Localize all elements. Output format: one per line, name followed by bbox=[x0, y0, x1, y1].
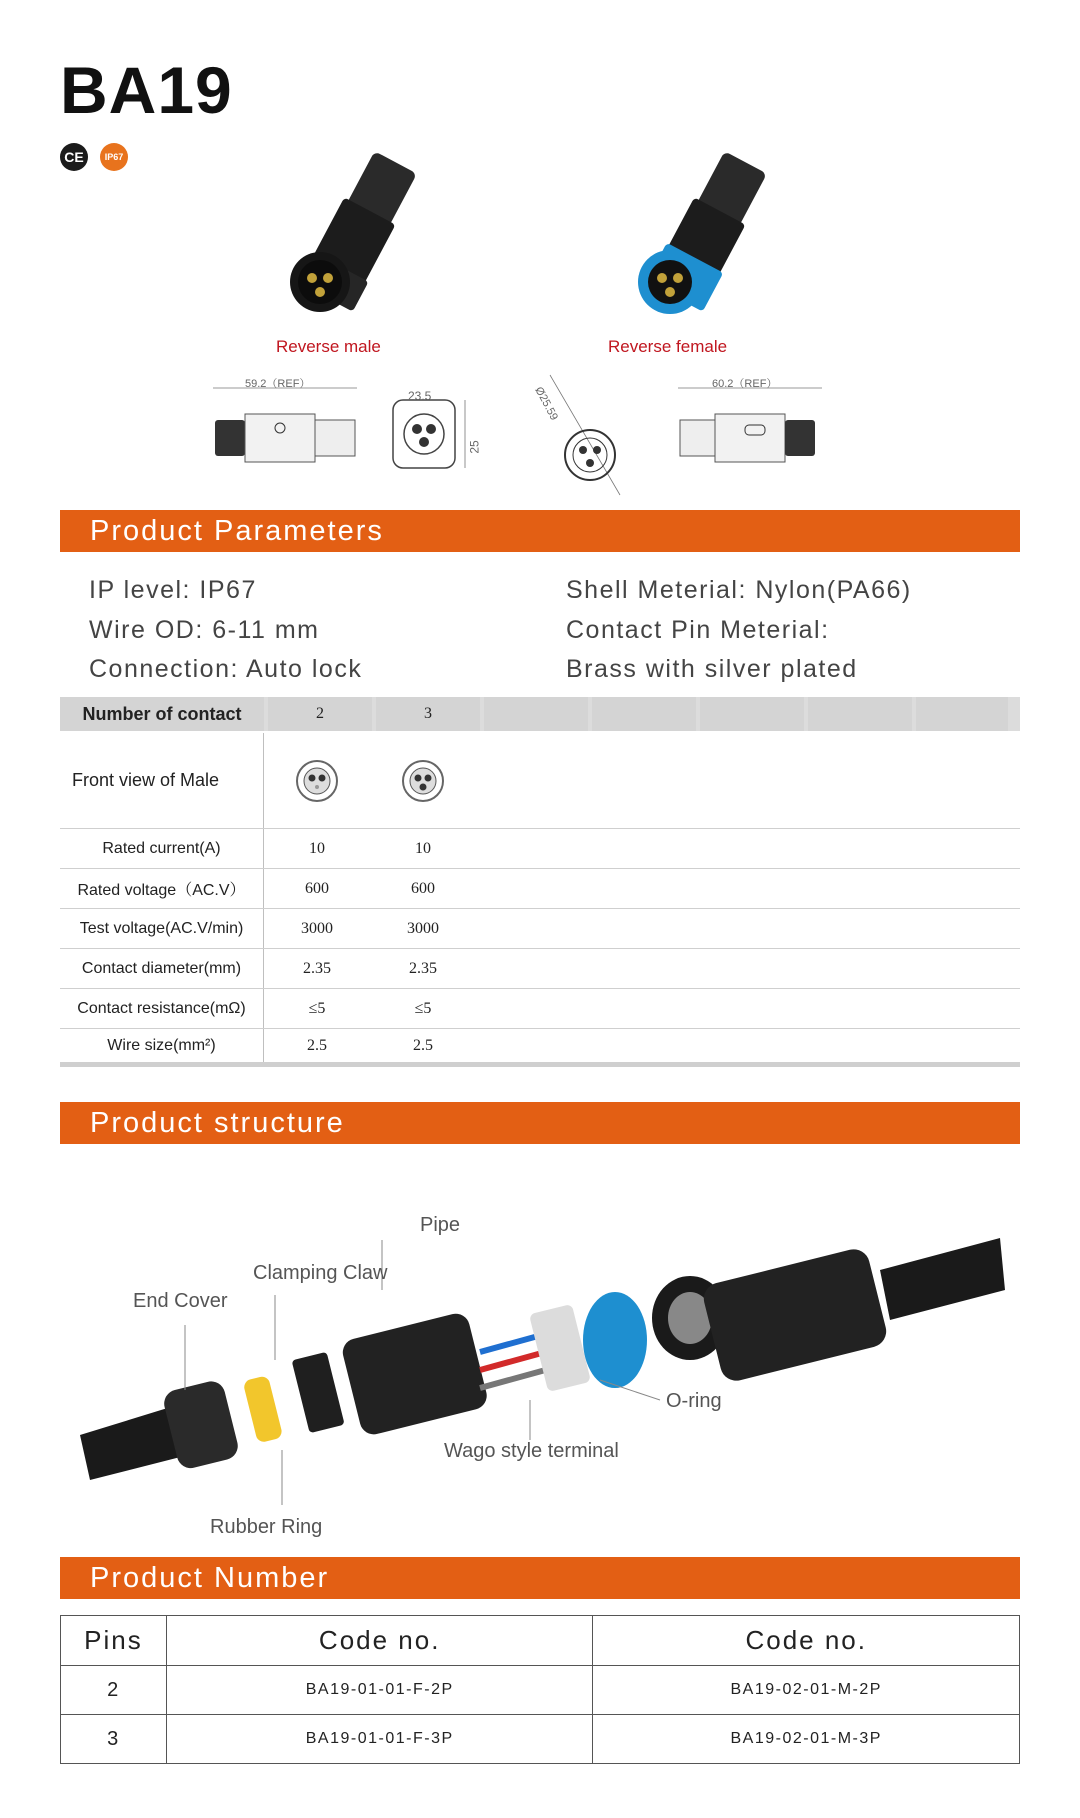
pn-pins: 2 bbox=[61, 1666, 167, 1715]
pn-code-m: BA19-02-01-M-2P bbox=[593, 1666, 1020, 1715]
table-row bbox=[61, 1715, 1020, 1764]
param-contact-material: Contact Pin Meterial: bbox=[566, 616, 830, 644]
product-number-heading: Product Number bbox=[60, 1557, 1020, 1599]
female-length-dim: 60.2（REF） bbox=[712, 378, 778, 390]
callout-rubber-ring: Rubber Ring bbox=[210, 1516, 323, 1538]
callout-pipe: Pipe bbox=[420, 1214, 461, 1236]
spec-col-empty bbox=[592, 697, 696, 731]
table-row bbox=[61, 1666, 1020, 1715]
spec-col-empty bbox=[700, 697, 804, 731]
front-view-label: Front view of Male bbox=[60, 733, 264, 828]
male-connector-image bbox=[270, 150, 430, 330]
female-image-caption: Reverse female bbox=[608, 337, 728, 356]
structure-heading: Product structure bbox=[60, 1102, 1020, 1144]
pn-header-code-m: Code no. bbox=[593, 1616, 1020, 1666]
front-view-2pin-icon bbox=[264, 733, 370, 828]
spec-label: Test voltage(AC.V/min) bbox=[60, 909, 264, 948]
pn-header-code-f: Code no. bbox=[166, 1616, 593, 1666]
spec-value: ≤5 bbox=[414, 999, 432, 1017]
spec-value: 2.5 bbox=[413, 1036, 433, 1054]
round-face-drawing bbox=[545, 370, 635, 500]
pn-pins: 3 bbox=[61, 1715, 167, 1764]
spec-col-empty bbox=[808, 697, 912, 731]
spec-row-front-view bbox=[60, 733, 1020, 829]
spec-value: 600 bbox=[411, 879, 435, 897]
spec-label: Contact resistance(mΩ) bbox=[60, 989, 264, 1028]
spec-col-empty bbox=[916, 697, 1008, 731]
param-contact-plating: Brass with silver plated bbox=[566, 655, 858, 683]
spec-value: 3000 bbox=[301, 919, 333, 937]
spec-row-test-voltage bbox=[60, 909, 1020, 949]
spec-label: Contact diameter(mm) bbox=[60, 949, 264, 988]
female-connector-image bbox=[620, 150, 780, 330]
pn-code-f: BA19-01-01-F-2P bbox=[166, 1666, 593, 1715]
spec-row-rated-current bbox=[60, 829, 1020, 869]
spec-value: ≤5 bbox=[308, 999, 326, 1017]
spec-row-wire-size bbox=[60, 1029, 1020, 1067]
spec-col-empty bbox=[484, 697, 588, 731]
param-shell-material: Shell Meterial: Nylon(PA66) bbox=[566, 576, 912, 604]
spec-value: 2.35 bbox=[409, 959, 437, 977]
face-height-dim: 25 bbox=[467, 440, 482, 454]
exploded-structure-image bbox=[60, 1180, 1020, 1540]
param-ip-level: IP level: IP67 bbox=[89, 576, 257, 604]
spec-label: Wire size(mm²) bbox=[60, 1029, 264, 1062]
spec-table bbox=[60, 697, 1020, 1067]
page-title: BA19 bbox=[60, 53, 233, 127]
male-image-caption: Reverse male bbox=[276, 337, 381, 356]
callout-end-cover: End Cover bbox=[133, 1290, 228, 1312]
diameter-dim: Ø25.59 bbox=[532, 385, 560, 423]
spec-label: Rated current(A) bbox=[60, 829, 264, 868]
spec-header-row bbox=[60, 697, 1020, 733]
face-width-dim: 23.5 bbox=[408, 389, 432, 403]
callout-wago-terminal: Wago style terminal bbox=[444, 1440, 619, 1462]
spec-col-3: 3 bbox=[376, 697, 480, 731]
callout-clamping-claw: Clamping Claw bbox=[253, 1262, 388, 1284]
ip67-badge-icon: IP67 bbox=[100, 143, 128, 171]
param-wire-od: Wire OD: 6-11 mm bbox=[89, 616, 320, 644]
spec-col-2: 2 bbox=[268, 697, 372, 731]
ce-mark-icon: CE bbox=[60, 143, 88, 171]
callout-o-ring: O-ring bbox=[666, 1390, 722, 1412]
spec-value: 2.35 bbox=[303, 959, 331, 977]
front-view-3pin-icon bbox=[370, 733, 476, 828]
product-number-table bbox=[60, 1615, 1020, 1764]
spec-value: 600 bbox=[305, 879, 329, 897]
param-connection: Connection: Auto lock bbox=[89, 655, 363, 683]
male-length-dim: 59.2（REF） bbox=[245, 378, 311, 390]
pn-code-f: BA19-01-01-F-3P bbox=[166, 1715, 593, 1764]
pn-code-m: BA19-02-01-M-3P bbox=[593, 1715, 1020, 1764]
spec-row-contact-resistance bbox=[60, 989, 1020, 1029]
parameters-heading: Product Parameters bbox=[60, 510, 1020, 552]
spec-value: 3000 bbox=[407, 919, 439, 937]
spec-label: Rated voltage（AC.V） bbox=[60, 869, 264, 908]
front-face-drawing bbox=[385, 385, 485, 485]
spec-value: 10 bbox=[415, 839, 431, 857]
spec-value: 10 bbox=[309, 839, 325, 857]
pn-header-pins: Pins bbox=[61, 1616, 167, 1666]
spec-row-contact-diameter bbox=[60, 949, 1020, 989]
spec-header-label: Number of contact bbox=[60, 697, 264, 731]
spec-row-rated-voltage bbox=[60, 869, 1020, 909]
spec-value: 2.5 bbox=[307, 1036, 327, 1054]
pn-header-row bbox=[61, 1616, 1020, 1666]
